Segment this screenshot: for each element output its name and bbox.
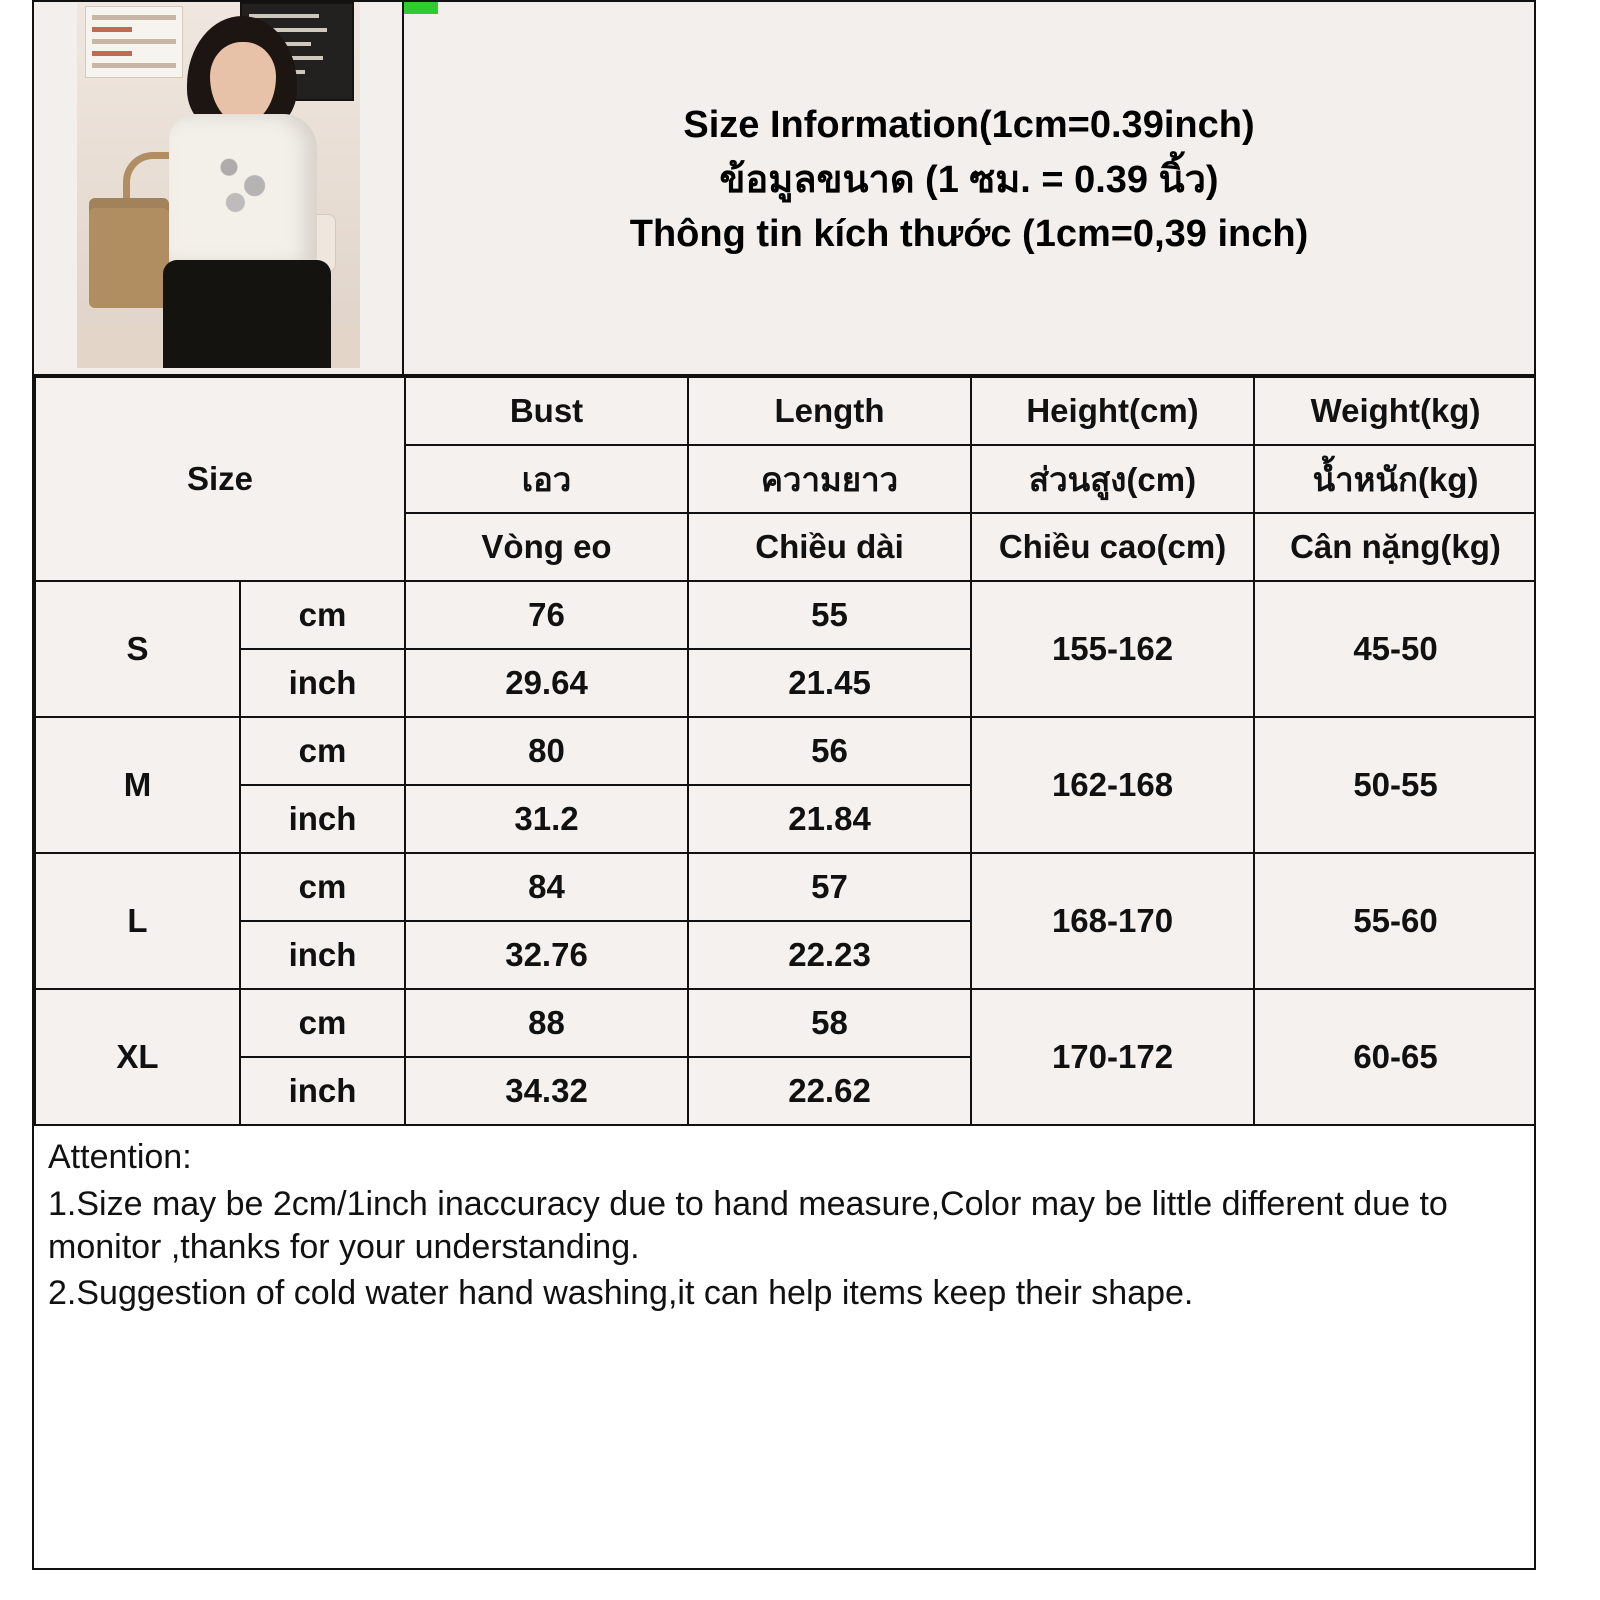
- s-length-cm: 55: [688, 581, 971, 649]
- s-weight: 45-50: [1254, 581, 1536, 717]
- product-photo-cell: [34, 2, 404, 374]
- header-length-vi: Chiều dài: [688, 513, 971, 581]
- unit-cm: cm: [240, 853, 405, 921]
- header-weight-vi: Cân nặng(kg): [1254, 513, 1536, 581]
- l-bust-inch: 32.76: [405, 921, 688, 989]
- row-size-xl: XL: [35, 989, 240, 1125]
- title-line-vi: Thông tin kích thước (1cm=0,39 inch): [629, 213, 1309, 256]
- xl-height: 170-172: [971, 989, 1254, 1125]
- table-row: [35, 853, 1536, 921]
- attention-note-2: 2.Suggestion of cold water hand washing,it can help items keep their shape.: [48, 1274, 1194, 1313]
- header-bust-en: Bust: [405, 377, 688, 445]
- header-height-vi: Chiều cao(cm): [971, 513, 1254, 581]
- xl-bust-inch: 34.32: [405, 1057, 688, 1125]
- size-table: [34, 376, 1536, 1126]
- table-header-row-en: [35, 377, 1536, 445]
- header-height-th: ส่วนสูง(cm): [971, 445, 1254, 513]
- l-bust-cm: 84: [405, 853, 688, 921]
- size-chart-sheet: [32, 0, 1536, 1570]
- s-length-inch: 21.45: [688, 649, 971, 717]
- product-photo: [77, 2, 360, 368]
- attention-heading: Attention:: [48, 1138, 192, 1176]
- s-bust-inch: 29.64: [405, 649, 688, 717]
- xl-weight: 60-65: [1254, 989, 1536, 1125]
- xl-length-inch: 22.62: [688, 1057, 971, 1125]
- unit-inch: inch: [240, 1057, 405, 1125]
- m-weight: 50-55: [1254, 717, 1536, 853]
- table-row: [35, 581, 1536, 649]
- green-marker: [404, 2, 438, 14]
- attention-note-1: 1.Size may be 2cm/1inch inaccuracy due to hand measure,Color may be little different due to monitor ,thanks for your understanding.: [48, 1184, 1448, 1266]
- row-size-s: S: [35, 581, 240, 717]
- unit-inch: inch: [240, 649, 405, 717]
- m-bust-inch: 31.2: [405, 785, 688, 853]
- title-line-th: ข้อมูลขนาด (1 ซม. = 0.39 นิ้ว): [719, 158, 1219, 201]
- l-height: 168-170: [971, 853, 1254, 989]
- xl-length-cm: 58: [688, 989, 971, 1057]
- m-height: 162-168: [971, 717, 1254, 853]
- header-length-en: Length: [688, 377, 971, 445]
- header-bust-vi: Vòng eo: [405, 513, 688, 581]
- m-length-cm: 56: [688, 717, 971, 785]
- header-weight-en: Weight(kg): [1254, 377, 1536, 445]
- header-size: Size: [35, 377, 405, 581]
- title-line-en: Size Information(1cm=0.39inch): [683, 103, 1255, 146]
- l-weight: 55-60: [1254, 853, 1536, 989]
- header-bust-th: เอว: [405, 445, 688, 513]
- row-size-m: M: [35, 717, 240, 853]
- l-length-inch: 22.23: [688, 921, 971, 989]
- xl-bust-cm: 88: [405, 989, 688, 1057]
- unit-cm: cm: [240, 717, 405, 785]
- attention-block: [34, 1126, 1534, 1315]
- m-bust-cm: 80: [405, 717, 688, 785]
- header-height-en: Height(cm): [971, 377, 1254, 445]
- table-row: [35, 717, 1536, 785]
- unit-cm: cm: [240, 989, 405, 1057]
- unit-inch: inch: [240, 921, 405, 989]
- unit-inch: inch: [240, 785, 405, 853]
- header-length-th: ความยาว: [688, 445, 971, 513]
- row-size-l: L: [35, 853, 240, 989]
- m-length-inch: 21.84: [688, 785, 971, 853]
- unit-cm: cm: [240, 581, 405, 649]
- handbag-icon: [89, 198, 169, 308]
- header-weight-th: น้ำหนัก(kg): [1254, 445, 1536, 513]
- s-bust-cm: 76: [405, 581, 688, 649]
- table-row: [35, 989, 1536, 1057]
- header-band: [34, 2, 1534, 376]
- menu-board-icon: [85, 6, 183, 78]
- s-height: 155-162: [971, 581, 1254, 717]
- title-block: [404, 2, 1534, 374]
- l-length-cm: 57: [688, 853, 971, 921]
